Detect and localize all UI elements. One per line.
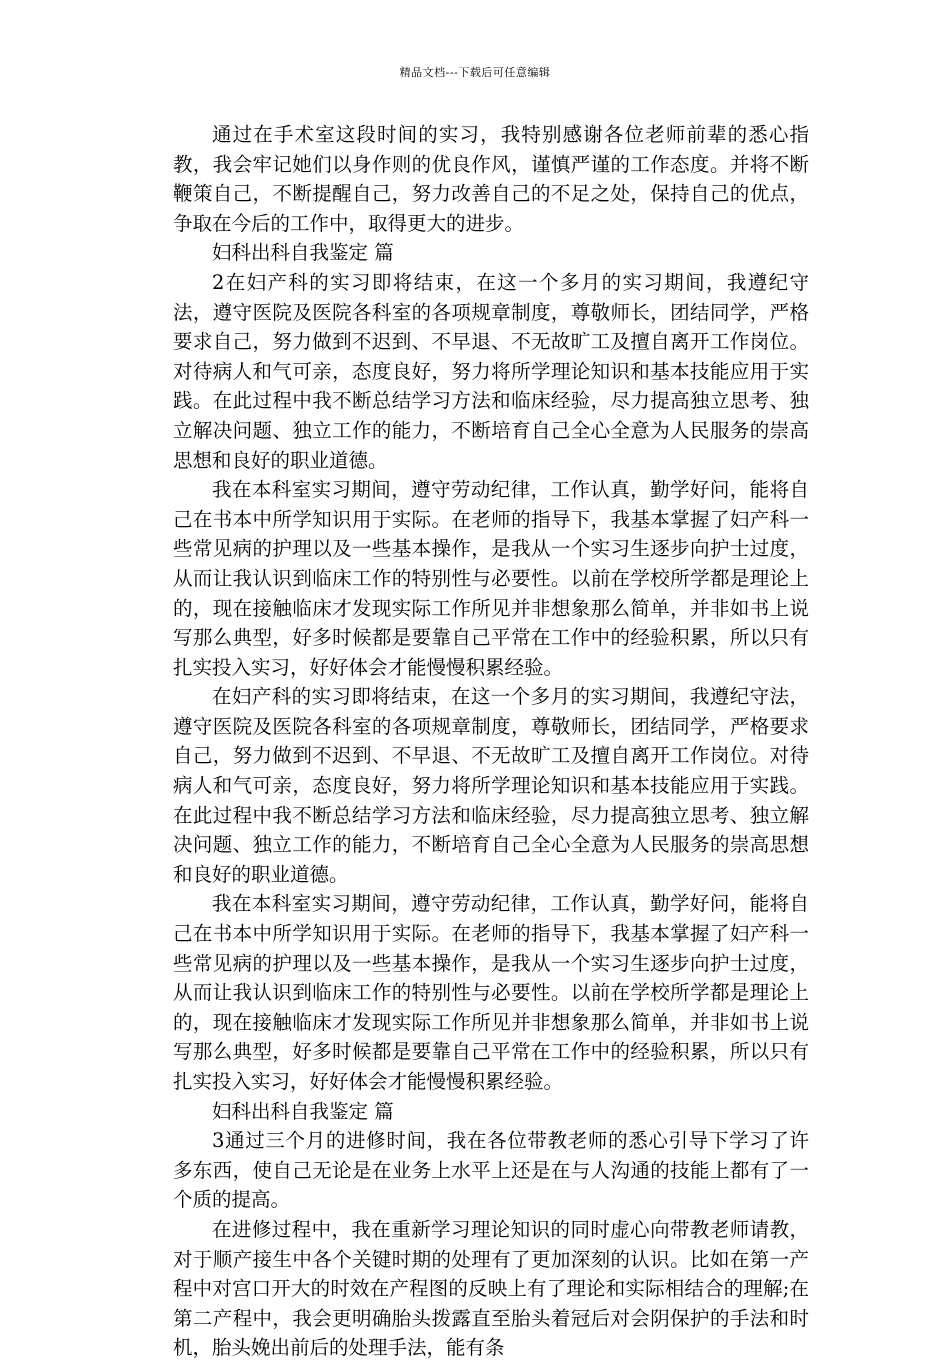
section-title-2: 妇科出科自我鉴定 篇: [212, 241, 394, 265]
document-body: [173, 120, 809, 1363]
paragraph-section3-intro: 3通过三个月的进修时间，我在各位带教老师的悉心引导下学习了许多东西，使自己无论是在业务上水平上还是在与人沟通的技能上都有了一个质的提高。: [173, 1129, 809, 1212]
paragraph-thanks: 通过在手术室这段时间的实习，我特别感谢各位老师前辈的悉心指教，我会牢记她们以身作则的优良作风，谨慎严谨的工作态度。并将不断鞭策自己，不断提醒自己，努力改善自己的不足之处，保持自己的优点，争取在今后的工作中，取得更大的进步。: [173, 123, 809, 235]
paragraph-obstetrics-internship: 在妇产科的实习即将结束，在这一个多月的实习期间，我遵纪守法，遵守医院及医院各科室的各项规章制度，尊敬师长，团结同学，严格要求自己，努力做到不迟到、不早退、不无故旷工及擅自离开工作岗位。对待病人和气可亲，态度良好，努力将所学理论知识和基本技能应用于实践。在此过程中我不断总结学习方法和临床经验，尽力提高独立思考、独立解决问题、独立工作的能力，不断培育自己全心全意为人民服务的崇高思想和良好的职业道德。: [173, 685, 809, 886]
paragraph-internship-discipline: 我在本科室实习期间，遵守劳动纪律，工作认真，勤学好问，能将自己在书本中所学知识用于实际。在老师的指导下，我基本掌握了妇产科一些常见病的护理以及一些基本操作，是我从一个实习生逐步向护士过度，从而让我认识到临床工作的特别性与必要性。以前在学校所学都是理论上的，现在接触临床才发现实际工作所见并非想象那么简单，并非如书上说写那么典型，好多时候都是要靠自己平常在工作中的经验积累，所以只有扎实投入实习，好好体会才能慢慢积累经验。: [173, 478, 809, 679]
section-title-3: 妇科出科自我鉴定 篇: [212, 1099, 394, 1123]
paragraph-section2-intro: 2在妇产科的实习即将结束，在这一个多月的实习期间，我遵纪守法，遵守医院及医院各科室的各项规章制度，尊敬师长，团结同学，严格要求自己，努力做到不迟到、不早退、不无故旷工及擅自离开工作岗位。对待病人和气可亲，态度良好，努力将所学理论知识和基本技能应用于实践。在此过程中我不断总结学习方法和临床经验，尽力提高独立思考、独立解决问题、独立工作的能力，不断培育自己全心全意为人民服务的崇高思想和良好的职业道德。: [173, 270, 809, 472]
paragraph-training-process: 在进修过程中，我在重新学习理论知识的同时虚心向带教老师请教，对于顺产接生中各个关键时期的处理有了更加深刻的认识。比如在第一产程中对宫口开大的时效在产程图的反映上有了理论和实际相结合的理解;在第二产程中，我会更明确胎头拨露直至胎头着冠后对会阴保护的手法和时机，胎头娩出前后的处理手法，能有条: [173, 1217, 809, 1360]
page-header: 精品文档---下载后可任意编辑: [399, 66, 551, 79]
paragraph-internship-discipline-2: 我在本科室实习期间，遵守劳动纪律，工作认真，勤学好问，能将自己在书本中所学知识用于实际。在老师的指导下，我基本掌握了妇产科一些常见病的护理以及一些基本操作，是我从一个实习生逐步向护士过度，从而让我认识到临床工作的特别性与必要性。以前在学校所学都是理论上的，现在接触临床才发现实际工作所见并非想象那么简单，并非如书上说写那么典型，好多时候都是要靠自己平常在工作中的经验积累，所以只有扎实投入实习，好好体会才能慢慢积累经验。: [173, 892, 809, 1093]
